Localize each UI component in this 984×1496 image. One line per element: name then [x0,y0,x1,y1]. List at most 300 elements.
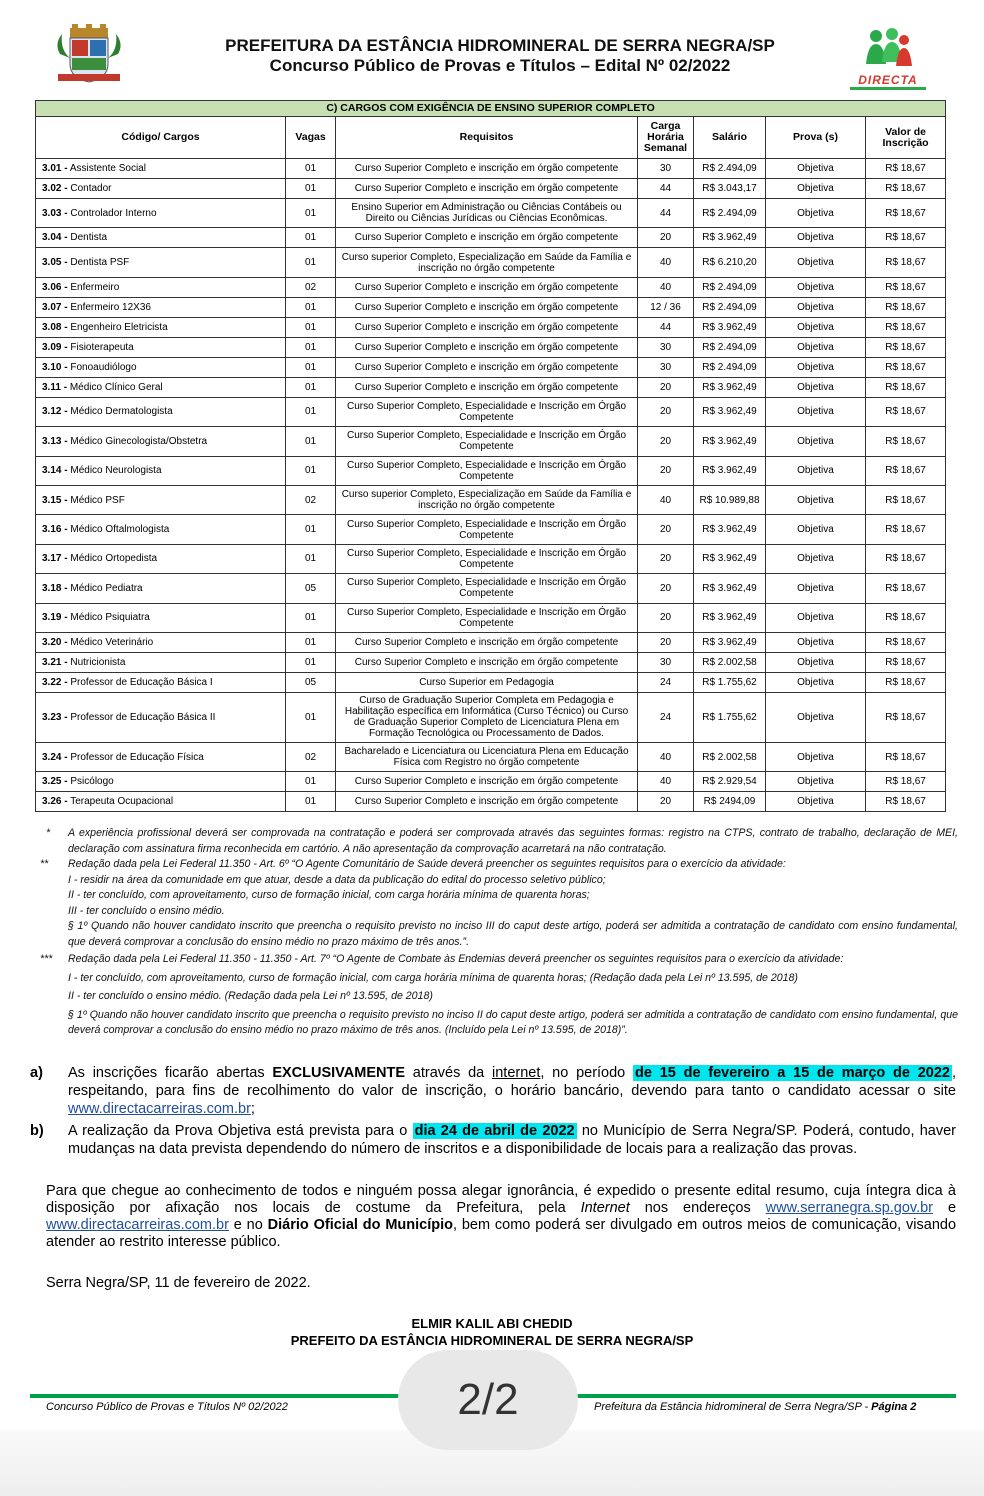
cell-valor: R$ 18,67 [866,297,946,317]
cell-salario: R$ 3.962,49 [694,377,766,397]
cell-vagas: 01 [286,337,336,357]
table-row [36,544,946,573]
cell-cargo [36,574,286,603]
cargo-code: 3.24 - [42,751,68,763]
cargo-name: Assistente Social [69,163,146,174]
cell-cargo [36,485,286,514]
cargo-code: 3.20 - [42,636,68,648]
footer-page-label: Página 2 [871,1401,917,1413]
footnotes [40,826,958,1039]
cargo-code: 3.05 - [42,257,68,269]
table-row [36,297,946,317]
cargo-name: Professor de Educação Básica I [70,676,213,688]
cargo-code: 3.15 - [42,494,68,506]
cell-carga: 20 [638,632,694,652]
cell-requisitos: Curso Superior Completo e inscrição em órgão competente [336,792,638,812]
cell-prova: Objetiva [766,792,866,812]
cell-prova: Objetiva [766,179,866,199]
page-indicator[interactable]: 2/2 [398,1350,578,1450]
item-label: b) [30,1123,44,1139]
note-2-item: III - ter concluído o ensino médio. [68,904,225,917]
cell-prova: Objetiva [766,397,866,426]
cell-valor: R$ 18,67 [866,485,946,514]
cell-requisitos: Curso de Graduação Superior Completa em Pedagogia e Habilitação específica em Informática (Curso Técnico) ou Curso de Graduação Superior Completo de Licenciatura Plena em Formação Tecnológica ou Processamento de Dados. [336,692,638,742]
cell-salario: R$ 2494,09 [694,792,766,812]
cell-carga: 40 [638,277,694,297]
text-span: , respeitando, para fins de recolhimento do valor de inscrição, o horário bancário, devendo para tanto o candidato acessar o site [68,1065,956,1099]
cell-carga: 20 [638,515,694,544]
bold-text: EXCLUSIVAMENTE [272,1065,406,1081]
cell-salario: R$ 3.043,17 [694,179,766,199]
cargo-name: Médico Clínico Geral [69,381,163,393]
cell-vagas: 01 [286,603,336,632]
cargo-name: Enfermeiro 12X36 [70,301,151,313]
table-row [36,397,946,426]
table-row [36,692,946,742]
cell-vagas: 01 [286,248,336,277]
cargo-name: Professor de Educação Básica II [70,711,216,723]
footer-left-text: Concurso Público de Provas e Títulos Nº 02/2022 [46,1401,288,1413]
cell-prova: Objetiva [766,632,866,652]
cargo-name: Médico Neurologista [70,465,162,477]
cargo-name: Médico Psiquiatra [70,612,150,624]
cell-salario: R$ 2.494,09 [694,337,766,357]
table-row [36,652,946,672]
note-2-paragraph: § 1º Quando não houver candidato inscrito que preencha o requisito previsto no inciso III do caput deste artigo, poderá ser admitida a contratação de candidato com ensino fundamental, que deverá comprovar a conclusão do ensino médio no prazo máximo de três anos.”. [68,920,958,948]
cargo-code: 3.07 - [42,301,68,313]
note-1 [40,826,958,857]
table-row [36,485,946,514]
cell-salario: R$ 2.002,58 [694,742,766,771]
cell-prova: Objetiva [766,248,866,277]
footer-right-text [594,1401,916,1413]
cell-requisitos: Curso Superior Completo, Especialidade e Inscrição em Órgão Competente [336,515,638,544]
cell-carga: 20 [638,456,694,485]
cargo-name: Fonoaudiólogo [70,361,137,373]
cell-valor: R$ 18,67 [866,515,946,544]
cell-prova: Objetiva [766,337,866,357]
cell-requisitos: Curso Superior Completo, Especialidade e Inscrição em Órgão Competente [336,603,638,632]
cargo-code: 3.21 - [42,656,68,668]
cell-carga: 20 [638,603,694,632]
table-row [36,357,946,377]
cell-requisitos: Curso superior Completo, Especialização em Saúde da Família e inscrição no órgão competente [336,485,638,514]
cargo-code: 3.10 - [42,361,68,373]
cell-prova: Objetiva [766,772,866,792]
cargo-name: Nutricionista [70,656,126,668]
cargo-code: 3.14 - [42,465,68,477]
cell-prova: Objetiva [766,692,866,742]
cell-salario: R$ 3.962,49 [694,317,766,337]
cell-valor: R$ 18,67 [866,544,946,573]
people-icon [846,28,930,68]
cell-vagas: 01 [286,632,336,652]
cell-vagas: 01 [286,544,336,573]
directa-logo [846,28,930,86]
cell-requisitos: Curso Superior Completo e inscrição em órgão competente [336,357,638,377]
cell-vagas: 01 [286,792,336,812]
text-span: através da [405,1065,492,1081]
cargo-code: 3.03 - [42,207,68,219]
cell-prova: Objetiva [766,357,866,377]
note-2-item: I - residir na área da comunidade em que atuar, desde a data da publicação do edital do processo seletivo público; [68,873,606,886]
cell-carga: 20 [638,377,694,397]
cell-prova: Objetiva [766,485,866,514]
cell-valor: R$ 18,67 [866,337,946,357]
cell-vagas: 01 [286,692,336,742]
cell-valor: R$ 18,67 [866,228,946,248]
cell-vagas: 01 [286,159,336,179]
cell-requisitos: Curso Superior Completo e inscrição em órgão competente [336,632,638,652]
cell-vagas: 01 [286,228,336,248]
cell-cargo [36,248,286,277]
note-mark: *** [40,953,53,965]
cargo-code: 3.02 - [42,183,68,194]
table-row [36,377,946,397]
cell-vagas: 01 [286,652,336,672]
cell-carga: 20 [638,228,694,248]
cargo-code: 3.08 - [42,321,68,333]
cell-prova: Objetiva [766,317,866,337]
cell-vagas: 01 [286,427,336,456]
cell-valor: R$ 18,67 [866,427,946,456]
directa-link[interactable]: www.directacarreiras.com.br [68,1101,251,1117]
note-3 [40,952,958,968]
cell-prova: Objetiva [766,456,866,485]
cell-cargo [36,544,286,573]
cell-cargo [36,377,286,397]
text-span: , no período [540,1065,634,1081]
edital-items [30,1064,956,1160]
cargo-code: 3.06 - [42,281,68,293]
highlighted-period: de 15 de fevereiro a 15 de março de 2022 [635,1065,950,1081]
cell-salario: R$ 3.962,49 [694,228,766,248]
italic-text: Internet [580,1200,630,1216]
cargo-name: Médico Pediatra [70,582,143,594]
text-span: no Município de Serra Negra/SP. Poderá, contudo, haver mudanças na data prevista dependendo do número de inscritos e a disponibilidade de locais para a realização das provas. [68,1123,956,1157]
cell-vagas: 05 [286,672,336,692]
item-a [30,1064,956,1118]
cargo-code: 3.22 - [42,676,68,688]
cell-carga: 44 [638,317,694,337]
cell-salario: R$ 2.494,09 [694,357,766,377]
cell-valor: R$ 18,67 [866,603,946,632]
cargo-name: Fisioterapeuta [70,341,134,353]
cargo-name: Dentista PSF [70,257,130,269]
cell-requisitos: Curso Superior Completo e inscrição em órgão competente [336,317,638,337]
cell-vagas: 01 [286,317,336,337]
item-text [68,1122,956,1158]
cell-valor: R$ 18,67 [866,377,946,397]
cell-requisitos: Curso Superior Completo, Especialidade e Inscrição em Órgão Competente [336,456,638,485]
cargo-name: Controlador Interno [70,207,157,219]
underlined-text: internet [492,1065,541,1081]
note-3-item: I - ter concluído, com aproveitamento, curso de formação inicial, com carga horária mínima de quarenta horas; (Redação dada pela Lei nº 13.595, de 2018) [68,971,798,984]
table-row [36,742,946,771]
header-title [150,36,850,76]
cell-cargo [36,277,286,297]
cargo-name: Médico Veterinário [70,636,154,648]
cell-carga: 40 [638,742,694,771]
cell-cargo [36,337,286,357]
cell-valor: R$ 18,67 [866,179,946,199]
cell-requisitos: Curso Superior Completo, Especialidade e Inscrição em Órgão Competente [336,397,638,426]
column-header: Código/ Cargos [36,117,286,159]
cell-prova: Objetiva [766,427,866,456]
cell-requisitos: Curso Superior Completo e inscrição em órgão competente [336,772,638,792]
table-row [36,277,946,297]
cell-cargo [36,397,286,426]
cell-vagas: 01 [286,357,336,377]
cell-salario: R$ 3.962,49 [694,603,766,632]
cell-valor: R$ 18,67 [866,652,946,672]
cell-carga: 20 [638,792,694,812]
cell-salario: R$ 3.962,49 [694,544,766,573]
column-header: Valor de Inscrição [866,117,946,159]
cell-prova: Objetiva [766,159,866,179]
cell-carga: 20 [638,544,694,573]
cell-vagas: 05 [286,574,336,603]
table-row [36,792,946,812]
cell-cargo [36,159,286,179]
cell-valor: R$ 18,67 [866,199,946,228]
cell-salario: R$ 10.989,88 [694,485,766,514]
cell-requisitos: Curso Superior Completo e inscrição em órgão competente [336,277,638,297]
cell-valor: R$ 18,67 [866,277,946,297]
cell-cargo [36,199,286,228]
cell-vagas: 02 [286,742,336,771]
table-row [36,672,946,692]
cell-salario: R$ 2.494,09 [694,159,766,179]
text-span: A realização da Prova Objetiva está prevista para o [68,1123,413,1139]
cell-carga: 30 [638,159,694,179]
cargo-code: 3.17 - [42,553,68,565]
highlighted-exam-date: dia 24 de abril de 2022 [414,1123,575,1139]
cell-vagas: 01 [286,297,336,317]
cell-salario: R$ 3.962,49 [694,456,766,485]
cell-requisitos: Curso Superior Completo, Especialidade e Inscrição em Órgão Competente [336,574,638,603]
text-span: As inscrições ficarão abertas [68,1065,273,1081]
cargo-code: 3.18 - [42,582,68,594]
cell-cargo [36,317,286,337]
cell-carga: 40 [638,772,694,792]
item-b [30,1122,956,1158]
cell-prova: Objetiva [766,652,866,672]
cargo-code: 3.13 - [42,435,68,447]
coat-of-arms-logo [50,24,128,86]
footer-text: Prefeitura da Estância hidromineral de Serra Negra/SP - [594,1401,872,1413]
cargo-name: Médico Dermatologista [70,406,173,418]
cell-valor: R$ 18,67 [866,772,946,792]
cell-valor: R$ 18,67 [866,692,946,742]
cell-valor: R$ 18,67 [866,248,946,277]
cell-requisitos: Curso Superior Completo, Especialidade e Inscrição em Órgão Competente [336,544,638,573]
cell-prova: Objetiva [766,672,866,692]
cell-cargo [36,632,286,652]
column-header: Prova (s) [766,117,866,159]
cell-valor: R$ 18,67 [866,672,946,692]
cell-valor: R$ 18,67 [866,574,946,603]
cell-carga: 40 [638,485,694,514]
column-header: Salário [694,117,766,159]
cell-salario: R$ 2.002,58 [694,652,766,672]
note-text: Redação dada pela Lei Federal 11.350 - 11.350 - Art. 7º “O Agente de Combate às Endemias deverá preencher os seguintes requisitos para o exercício da atividade: [68,953,844,965]
cell-prova: Objetiva [766,199,866,228]
item-text [68,1064,956,1118]
cell-cargo [36,742,286,771]
cell-prova: Objetiva [766,277,866,297]
cell-valor: R$ 18,67 [866,397,946,426]
signer-name: ELMIR KALIL ABI CHEDID [411,1316,573,1331]
cell-carga: 44 [638,179,694,199]
cell-carga: 24 [638,692,694,742]
cell-vagas: 01 [286,397,336,426]
table-row [36,199,946,228]
cell-prova: Objetiva [766,377,866,397]
column-header: Vagas [286,117,336,159]
cell-carga: 24 [638,672,694,692]
cell-vagas: 01 [286,515,336,544]
cell-salario: R$ 6.210,20 [694,248,766,277]
table-body [36,159,946,812]
note-2 [40,857,958,873]
text-span: e no [228,1217,268,1233]
cargo-name: Psicólogo [70,776,114,788]
cell-carga: 20 [638,574,694,603]
cell-requisitos: Curso Superior em Pedagogia [336,672,638,692]
cell-carga: 30 [638,337,694,357]
cargo-code: 3.16 - [42,524,68,536]
cargo-name: Médico Oftalmologista [70,524,170,536]
cell-cargo [36,652,286,672]
cargo-code: 3.26 - [42,796,68,808]
cargo-name: Enfermeiro [70,281,120,293]
cell-requisitos: Curso Superior Completo, Especialidade e Inscrição em Órgão Competente [336,427,638,456]
cell-valor: R$ 18,67 [866,159,946,179]
cell-vagas: 01 [286,377,336,397]
cell-prova: Objetiva [766,544,866,573]
directa-link[interactable]: www.directacarreiras.com.br [46,1217,229,1233]
cell-requisitos: Ensino Superior em Administração ou Ciências Contábeis ou Direito ou Ciências Jurídicas ou Ciências Econômicas. [336,199,638,228]
table-row [36,337,946,357]
cargo-code: 3.09 - [42,341,68,353]
cell-requisitos: Curso Superior Completo e inscrição em órgão competente [336,652,638,672]
table-row [36,179,946,199]
cell-carga: 40 [638,248,694,277]
cell-vagas: 01 [286,456,336,485]
table-row [36,228,946,248]
cell-vagas: 02 [286,485,336,514]
column-header: Requisitos [336,117,638,159]
note-3-item: II - ter concluído o ensino médio. (Redação dada pela Lei nº 13.595, de 2018) [68,990,433,1002]
signer-role: PREFEITO DA ESTÂNCIA HIDROMINERAL DE SERRA NEGRA/SP [290,1333,694,1348]
cell-valor: R$ 18,67 [866,792,946,812]
cargo-name: Contador [70,183,112,194]
cell-cargo [36,515,286,544]
note-text: Redação dada pela Lei Federal 11.350 - Art. 6º “O Agente Comunitário de Saúde deverá preencher os seguintes requisitos para o exercício da atividade: [68,858,786,870]
cell-requisitos: Curso superior Completo, Especialização em Saúde da Família e inscrição no órgão competente [336,248,638,277]
text-span: ; [250,1101,255,1117]
document-date: Serra Negra/SP, 11 de fevereiro de 2022. [46,1275,311,1291]
cell-vagas: 02 [286,277,336,297]
signature-block [0,1315,984,1349]
cargo-code: 3.25 - [42,776,68,788]
column-header: Carga Horária Semanal [638,117,694,159]
cell-cargo [36,228,286,248]
cell-salario: R$ 3.962,49 [694,427,766,456]
bold-text: Diário Oficial do Município [267,1217,453,1233]
item-label: a) [30,1065,43,1081]
cell-prova: Objetiva [766,297,866,317]
cell-carga: 30 [638,357,694,377]
table-row [36,632,946,652]
serranegra-link[interactable]: www.serranegra.sp.gov.br [765,1200,934,1216]
cell-requisitos: Curso Superior Completo e inscrição em órgão competente [336,377,638,397]
cargo-name: Médico PSF [70,494,125,506]
cell-cargo [36,179,286,199]
text-span: e [933,1200,957,1216]
cell-cargo [36,692,286,742]
cargo-name: Professor de Educação Física [70,751,204,763]
cell-requisitos: Curso Superior Completo e inscrição em órgão competente [336,228,638,248]
cell-salario: R$ 1.755,62 [694,692,766,742]
cell-vagas: 01 [286,179,336,199]
cargo-code: 3.01 - [42,163,68,174]
cell-salario: R$ 2.494,09 [694,277,766,297]
header-title-line2: Concurso Público de Provas e Títulos – Edital Nº 02/2022 [269,56,731,75]
table-caption: C) CARGOS COM EXIGÊNCIA DE ENSINO SUPERIOR COMPLETO [36,101,946,117]
cell-prova: Objetiva [766,603,866,632]
text-span: Para que chegue ao conhecimento de todos e ninguém possa alegar ignorância, é expedido o presente edital resumo, cuja íntegra dica à disposição por afixação nos locais de costume da Prefeitura, pela [46,1183,956,1216]
cell-valor: R$ 18,67 [866,632,946,652]
table-row [36,317,946,337]
cell-cargo [36,792,286,812]
cargo-code: 3.12 - [42,406,68,418]
cell-salario: R$ 2.494,09 [694,199,766,228]
table-row [36,427,946,456]
cell-salario: R$ 3.962,49 [694,515,766,544]
cell-salario: R$ 1.755,62 [694,672,766,692]
cell-valor: R$ 18,67 [866,456,946,485]
cell-requisitos: Curso Superior Completo e inscrição em órgão competente [336,159,638,179]
cell-requisitos: Curso Superior Completo e inscrição em órgão competente [336,337,638,357]
cell-valor: R$ 18,67 [866,357,946,377]
cargo-code: 3.04 - [42,232,68,244]
note-mark: * [46,827,51,839]
cell-salario: R$ 3.962,49 [694,397,766,426]
cell-valor: R$ 18,67 [866,317,946,337]
header [0,22,984,94]
header-title-line1: PREFEITURA DA ESTÂNCIA HIDROMINERAL DE SERRA NEGRA/SP [225,36,775,55]
cell-carga: 30 [638,652,694,672]
cell-valor: R$ 18,67 [866,742,946,771]
cell-salario: R$ 3.962,49 [694,632,766,652]
cargo-name: Dentista [70,232,108,244]
note-3-paragraph: § 1º Quando não houver candidato inscrito que preencha o requisito previsto no inciso II do caput deste artigo, poderá ser admitida a contratação de candidato com ensino fundamental, que deverá comprovar a conclusão do ensino médio no prazo máximo de três anos. (Incluído pela Lei nº 13.595, de 2018)”. [68,1008,958,1036]
table-row [36,603,946,632]
cell-cargo [36,772,286,792]
directa-logo-text: DIRECTA [850,73,926,90]
positions-table [35,100,946,812]
note-text: A experiência profissional deverá ser comprovada na contratação e poderá ser comprovada através das seguintes formas: registro na CTPS, contrato de trabalho, declaração de MEI, declaração com assinatura firma reconhecida em cartório. A não apresentação da comprovação acarretará na não contratação. [68,827,958,855]
cargo-name: Médico Ginecologista/Obstetra [70,435,208,447]
table-row [36,574,946,603]
cell-cargo [36,357,286,377]
cell-requisitos: Bacharelado e Licenciatura ou Licenciatura Plena em Educação Física com Registro no órgão competente [336,742,638,771]
positions-table-container [35,100,945,812]
cell-cargo [36,427,286,456]
cell-salario: R$ 2.494,09 [694,297,766,317]
